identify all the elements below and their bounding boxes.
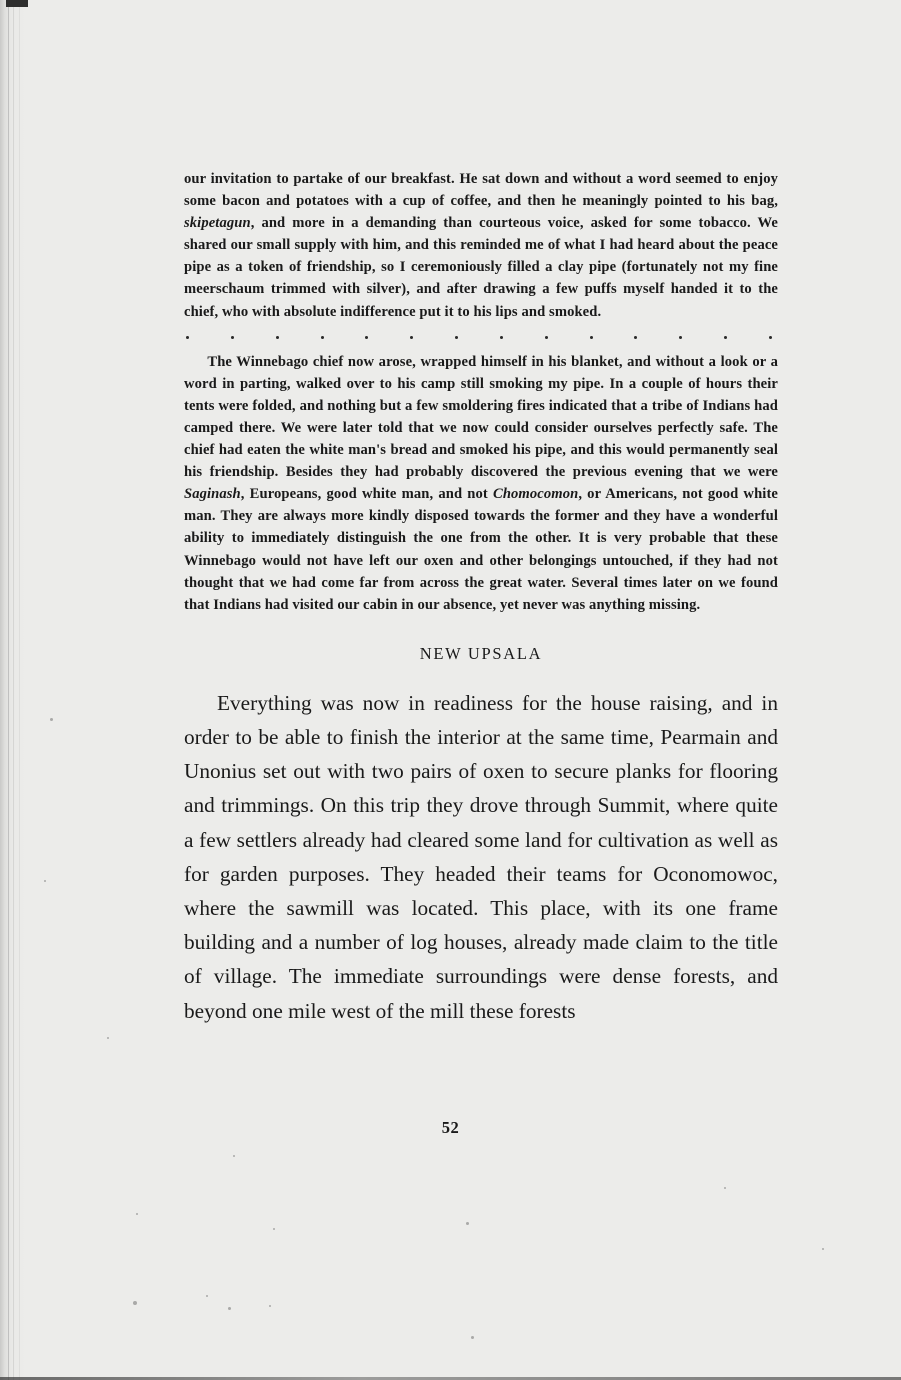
scan-speck: [136, 1213, 138, 1215]
separator-dot: [590, 336, 593, 339]
separator-dot: [231, 336, 234, 339]
scan-speck: [273, 1228, 275, 1230]
run-text: The Winnebago chief now arose, wrapped himself in his blanket, and without a look or a word in parting, walked over to his camp still smoking my pipe. In a couple of hours their tents were folded, and nothing but a few smoldering fires indicated that a tribe of Indians had camped there. We were later told that we now could consider ourselves perfectly safe. The chief had eaten the white man's bread and smoked his pipe, and this would permanently seal his friendship. Besides they had probably discovered the previous evening that we were: [184, 353, 778, 481]
separator-dot: [410, 336, 413, 339]
text-column: [184, 168, 778, 1028]
scan-speck: [107, 1037, 109, 1039]
run-text: our invitation to partake of our breakfast. He sat down and without a word seemed to enjoy some bacon and potatoes with a cup of coffee, and then he meaningly pointed to his bag,: [184, 171, 778, 210]
scan-speck: [50, 718, 53, 721]
scan-speck: [233, 1155, 235, 1157]
paragraph-breakfast: [184, 168, 778, 323]
scan-edge-streak: [13, 0, 14, 1380]
separator-dot: [321, 336, 324, 339]
scan-edge-streak: [8, 0, 9, 1380]
run-text: , Europeans, good white man, and not: [240, 486, 493, 503]
scan-gutter-shadow: [0, 0, 26, 1380]
run-italic-skipetagun: skipetagun: [184, 215, 251, 232]
scan-edge-streak: [19, 0, 20, 1380]
scan-speck: [466, 1222, 469, 1225]
separator-dot: [545, 336, 548, 339]
section-heading-new-upsala: NEW UPSALA: [419, 643, 543, 663]
scan-speck: [724, 1187, 726, 1189]
paragraph-winnebago: [184, 351, 778, 616]
scan-corner-artifact: [6, 0, 28, 7]
scan-speck: [822, 1248, 824, 1250]
separator-dot: [365, 336, 368, 339]
separator-dot: [500, 336, 503, 339]
separator-dot: [634, 336, 637, 339]
run-italic-saginash: Saginash: [184, 486, 241, 503]
run-text: , or Americans, not good white man. They are always more kindly disposed towards the former and they have a wonderful ability to immediately distinguish the one from the other. It is very probable that these Winnebago would not have left our oxen and other belongings untouched, if they had not thought that we had come far from across the great water. Several times later on we found that Indians had visited our cabin in our absence, yet never was anything missing.: [184, 486, 778, 613]
scan-speck: [206, 1295, 208, 1297]
paragraph-house-raising: Everything was now in readiness for the house raising, and in order to be able to finish the interior at the same time, Pearmain and Unonius set out with two pairs of oxen to secure planks for flooring and trimmings. On this trip they drove through Summit, where quite a few settlers already had cleared some land for cultivation as well as for garden purposes. They headed their teams for Oconomowoc, where the sawmill was located. This place, with its one frame building and a number of log houses, already made claim to the title of village. The immediate surroundings were dense forests, and beyond one mile west of the mill these forests: [184, 690, 778, 1023]
scan-speck: [133, 1301, 137, 1305]
scan-speck: [44, 880, 46, 882]
separator-dot: [724, 336, 727, 339]
separator-dot: [769, 336, 772, 339]
page-number: 52: [441, 1118, 460, 1137]
run-italic-chomocomon: Chomocomon: [492, 486, 579, 503]
run-text: , and more in a demanding than courteous voice, asked for some tobacco. We shared our small supply with him, and this reminded me of what I had heard about the peace pipe as a token of friendship, so I ceremoniously filled a clay pipe (fortunately not my fine meerschaum trimmed with silver), and after drawing a few puffs myself handed it to the chief, who with absolute indifference put it to his lips and smoked.: [184, 215, 778, 320]
scan-speck: [228, 1307, 231, 1310]
separator-dot: [679, 336, 682, 339]
scan-speck: [471, 1336, 474, 1339]
dot-leader-separator: [184, 325, 778, 351]
separator-dot: [186, 336, 189, 339]
separator-dot: [455, 336, 458, 339]
scan-speck: [269, 1305, 271, 1307]
separator-dot: [276, 336, 279, 339]
